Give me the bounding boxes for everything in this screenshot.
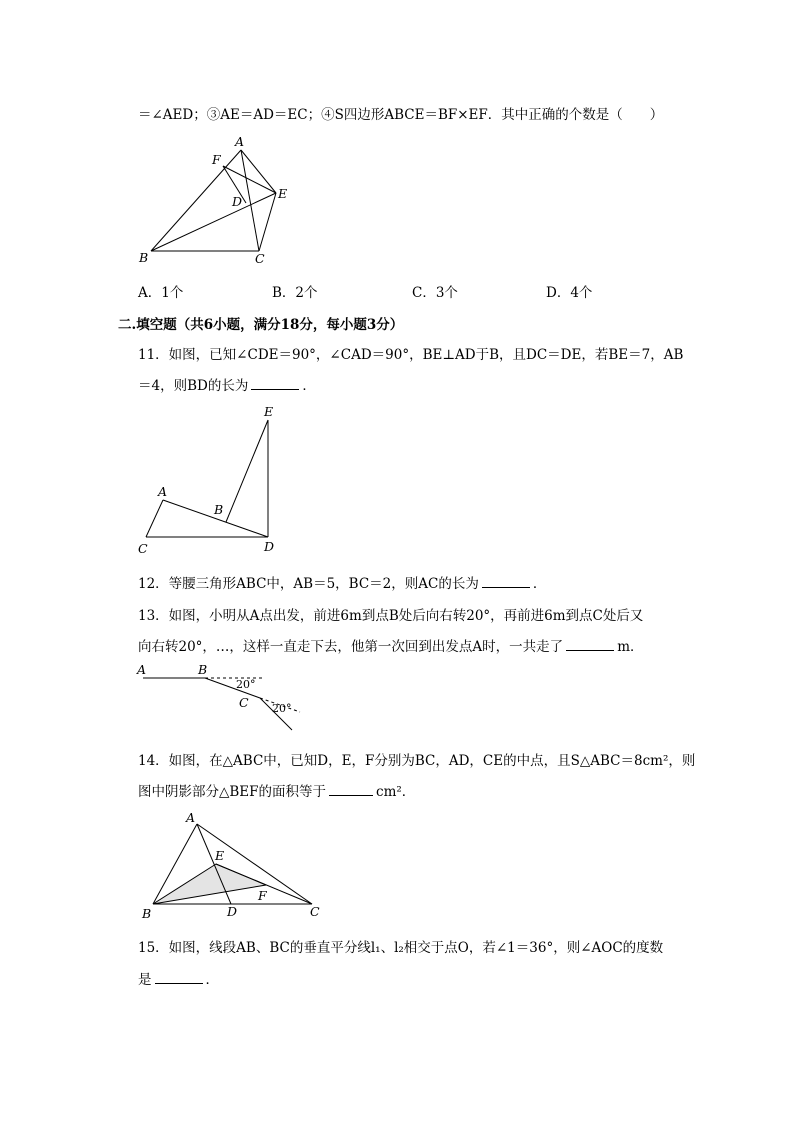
q10-option-a[interactable]: A．1个 — [138, 285, 184, 301]
q13-line2-start: 向右转20°，…，这样一直走下去，他第一次回到出发点A时，一共走了 — [138, 639, 564, 655]
q14-label-e: E — [215, 848, 225, 863]
q13-angle-1: 20° — [236, 678, 256, 691]
q13-line1: 13．如图，小明从A点出发，前进6m到点B处后向右转20°，再前进6m到点C处后又 — [138, 608, 644, 624]
q14-label-f: F — [258, 888, 267, 903]
q11-label-c: C — [138, 541, 148, 556]
q14-label-b: B — [142, 906, 152, 921]
q14-label-c: C — [310, 904, 320, 919]
q11-label-e: E — [264, 404, 274, 419]
q11-line2-start: ＝4，则BD的长为 — [138, 378, 249, 394]
q11-label-a: A — [158, 484, 168, 499]
q10-label-a: A — [235, 134, 245, 149]
q10-label-d: D — [232, 194, 243, 209]
q14-line2-end: cm²． — [376, 784, 416, 800]
q15-answer-blank[interactable] — [155, 970, 203, 984]
q11-line2-end: ． — [302, 378, 316, 394]
q11-line1: 11．如图，已知∠CDE＝90°，∠CAD＝90°，BE⊥AD于B，且DC＝DE，若BE＝7，AB — [138, 347, 684, 363]
q13-label-a: A — [137, 662, 147, 677]
q14-line2-start: 图中阴影部分△BEF的面积等于 — [138, 784, 327, 800]
q11-label-b: B — [214, 502, 224, 517]
q15-line2 — [138, 968, 219, 988]
q15-line2-start: 是 — [138, 972, 152, 988]
q15-line2-end: ． — [205, 972, 219, 988]
q10-option-c[interactable]: C．3个 — [412, 285, 458, 301]
q10-option-b[interactable]: B．2个 — [272, 285, 318, 301]
q13-label-c: C — [239, 695, 249, 710]
q10-option-d[interactable]: D．4个 — [546, 285, 593, 301]
q10-label-b: B — [139, 250, 149, 265]
q15-line1: 15．如图，线段AB、BC的垂直平分线l₁、l₂相交于点O，若∠1＝36°，则∠AOC的度数 — [138, 940, 664, 956]
q13-angle-2: 20° — [272, 702, 292, 715]
q10-text: ＝∠AED；③AE＝AD＝EC；④S四边形ABCE＝BF×EF．其中正确的个数是（ ） — [138, 107, 664, 123]
q14-label-a: A — [186, 810, 196, 825]
q13-label-b: B — [198, 662, 208, 677]
q10-label-f: F — [212, 152, 221, 167]
q12-end: ． — [532, 576, 547, 592]
q11-label-d: D — [264, 539, 275, 554]
q12-text: 12．等腰三角形ABC中，AB＝5，BC＝2，则AC的长为 — [138, 576, 479, 592]
q14-line1: 14．如图，在△ABC中，已知D，E，F分别为BC，AD，CE的中点，且S△ABC＝8cm²，则 — [138, 753, 696, 769]
q14-label-d: D — [227, 904, 238, 919]
section-heading: 二.填空题（共6小题，满分18分，每小题3分） — [118, 317, 404, 333]
q13-line2-end: m． — [617, 639, 644, 655]
q10-label-e: E — [278, 186, 288, 201]
q10-label-c: C — [255, 251, 265, 266]
